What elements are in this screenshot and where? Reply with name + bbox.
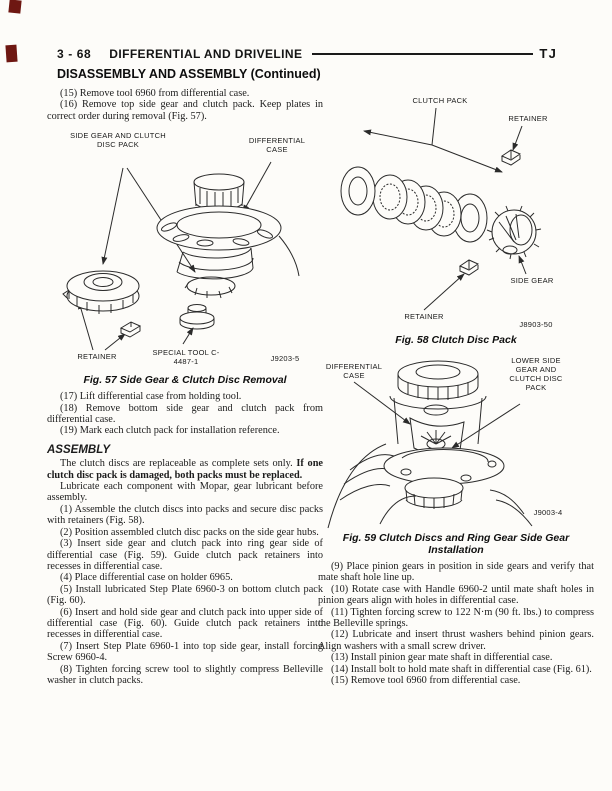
- procedure-step: (8) Tighten forcing screw tool to slightly compress Belleville washer in clutch packs.: [47, 663, 323, 686]
- procedure-step: (4) Place differential case on holder 6965.: [60, 572, 233, 584]
- fig59-illustration-id: J9003-4: [533, 508, 563, 517]
- fig59-caption-line2: Installation: [428, 544, 484, 556]
- fig58-label-clutch-pack: CLUTCH PACK: [412, 96, 468, 105]
- fig58-label-retainer-bottom: RETAINER: [404, 312, 444, 321]
- fig59-label-lower-side-gear-pack: LOWER SIDE GEAR AND CLUTCH DISC PACK: [509, 356, 563, 392]
- procedure-step: (10) Rotate case with Handle 6960-2 until mate shaft holes in pinion gears align with holes in differential case.: [318, 583, 594, 607]
- procedure-step: (17) Lift differential case from holding tool.: [60, 391, 242, 403]
- fig59-label-differential-case: DIFFERENTIAL CASE: [325, 362, 383, 380]
- procedure-step: (12) Lubricate and insert thrust washers behind pinion gears. Align washers with a small screw driver.: [318, 629, 594, 652]
- left-column: [47, 88, 323, 686]
- fig59-caption-line1: Fig. 59 Clutch Discs and Ring Gear Side Gear: [342, 532, 570, 544]
- procedure-step: (18) Remove bottom side gear and clutch pack from differential case.: [47, 402, 323, 426]
- continued-heading: DISASSEMBLY AND ASSEMBLY (Continued): [57, 67, 321, 81]
- procedure-step: (14) Install bolt to hold mate shaft in differential case (Fig. 61).: [331, 663, 592, 675]
- red-ink-mark: [8, 0, 21, 14]
- procedure-step: (15) Remove tool 6960 from differential case.: [331, 675, 521, 687]
- assembly-intro-warning: If one clutch disc pack is damaged, both packs must be replaced.: [47, 458, 323, 481]
- procedure-step: (15) Remove tool 6960 from differential case.: [60, 88, 250, 99]
- assembly-intro: [47, 458, 323, 481]
- procedure-step: (11) Tighten forcing screw to 122 N·m (90 ft. lbs.) to compress the Belleville springs.: [318, 606, 594, 630]
- procedure-step: (9) Place pinion gears in position in side gears and verify that mate shaft hole line up.: [318, 561, 594, 584]
- lubricate-note: Lubricate each component with Mopar, gear lubricant before assembly.: [47, 481, 323, 504]
- red-ink-mark: [5, 45, 17, 63]
- figure-57: [47, 126, 323, 372]
- figure-59: [318, 352, 594, 530]
- procedure-step: (7) Insert Step Plate 6960-1 into top side gear, install forcing Screw 6960-4.: [47, 640, 323, 664]
- procedure-step: (16) Remove top side gear and clutch pack. Keep plates in correct order during removal (Fig. 57).: [47, 99, 323, 122]
- procedure-step: (19) Mark each clutch pack for installation reference.: [60, 425, 280, 437]
- fig57-label-retainer: RETAINER: [77, 352, 117, 362]
- fig57-label-side-gear-pack: SIDE GEAR AND CLUTCH DISC PACK: [70, 131, 166, 150]
- fig58-caption: Fig. 58 Clutch Disc Pack: [395, 334, 517, 346]
- figure-57-illustration: [47, 126, 323, 372]
- procedure-step: (3) Insert side gear and clutch pack into ring gear side of differential case (Fig. 59). Guide clutch pack retainers into recesses in differential case.: [47, 538, 323, 572]
- assembly-heading: ASSEMBLY: [47, 443, 111, 456]
- page-header: [57, 46, 557, 61]
- procedure-step: (6) Insert and hold side gear and clutch pack into upper side of differential case (Fig. 60). Guide clutch pack retainers into recesses in differential case.: [47, 606, 323, 641]
- section-title: DIFFERENTIAL AND DRIVELINE: [109, 46, 303, 61]
- procedure-step: (2) Position assembled clutch disc packs on the side gear hubs.: [60, 526, 319, 538]
- header-rule: [312, 53, 533, 55]
- fig57-illustration-id: J9203-5: [270, 354, 300, 364]
- fig58-label-retainer-top: RETAINER: [508, 114, 548, 123]
- procedure-step: (1) Assemble the clutch discs into packs and secure disc packs with retainers (Fig. 58).: [47, 503, 323, 527]
- figure-58: [318, 90, 594, 332]
- right-column: [318, 88, 594, 686]
- page-number: 3 - 68: [57, 46, 92, 61]
- procedure-step: (5) Install lubricated Step Plate 6960-3 on bottom clutch pack (Fig. 60).: [47, 583, 323, 607]
- model-code: TJ: [539, 46, 557, 61]
- fig58-label-side-gear: SIDE GEAR: [510, 276, 554, 285]
- assembly-intro-text: The clutch discs are replaceable as complete sets only.: [60, 458, 293, 470]
- fig57-caption: Fig. 57 Side Gear & Clutch Disc Removal: [83, 374, 287, 387]
- procedure-step: (13) Install pinion gear mate shaft in differential case.: [331, 652, 553, 664]
- fig58-illustration-id: J8903-50: [519, 320, 553, 329]
- figure-58-illustration: [318, 90, 594, 332]
- fig59-caption: [318, 532, 594, 556]
- fig57-label-special-tool: SPECIAL TOOL C-4487-1: [152, 348, 220, 367]
- fig57-label-differential-case: DIFFERENTIAL CASE: [248, 136, 306, 155]
